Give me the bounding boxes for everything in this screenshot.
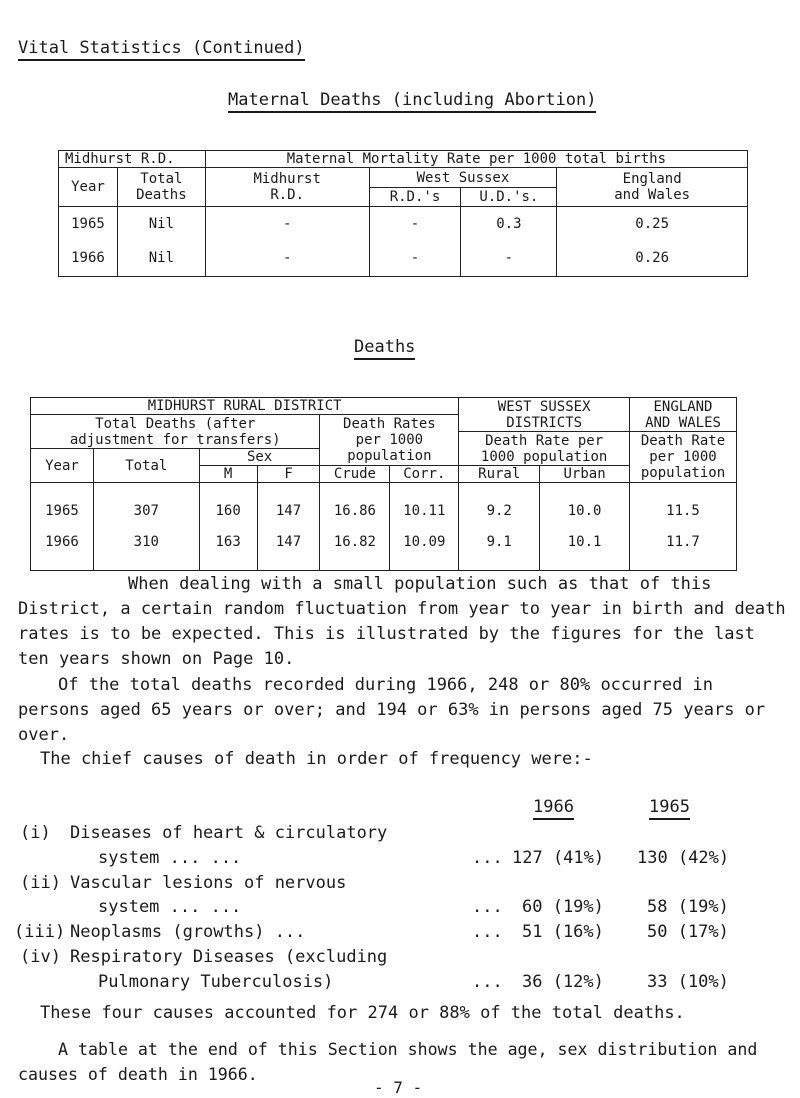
- header-f: F: [257, 466, 320, 483]
- header-maternal-rate: Maternal Mortality Rate per 1000 total births: [205, 151, 747, 168]
- paragraph-age-deaths: Of the total deaths recorded during 1966, 248 or 80% occurred in persons aged 65 years or over; and 194 or 63% in persons aged 75 years or over.: [18, 675, 766, 745]
- column-1966: 1966: [533, 797, 574, 817]
- maternal-deaths-table: [58, 150, 748, 277]
- header-rds: R.D.'s: [369, 188, 461, 207]
- paragraph-table-note: A table at the end of this Section shows the age, sex distribution and causes of death in 1966.: [18, 1040, 758, 1084]
- header-rural: Rural: [459, 466, 540, 483]
- header-year: Year: [31, 449, 94, 483]
- header-west-sussex: West Sussex: [369, 168, 557, 188]
- header-uds: U.D.'s.: [461, 188, 557, 207]
- paragraph-four-causes: These four causes accounted for 274 or 88% of the total deaths.: [40, 1003, 685, 1023]
- header-england-wales: England and Wales: [557, 168, 748, 207]
- header-midhurst: Midhurst R.D.: [205, 168, 369, 207]
- header-corr: Corr.: [390, 466, 459, 483]
- header-total: Total: [93, 449, 199, 483]
- header-crude: Crude: [320, 466, 390, 483]
- header-total-deaths: Total Deaths (after adjustment for transfers): [31, 415, 320, 449]
- paragraph-chief-causes: The chief causes of death in order of frequency were:-: [40, 749, 593, 769]
- deaths-title: Deaths: [354, 337, 415, 357]
- deaths-table: [30, 397, 737, 571]
- header-midhurst-rural: MIDHURST RURAL DISTRICT: [31, 398, 459, 415]
- header-total-deaths: Total Deaths: [117, 168, 205, 207]
- table-row: 1965 1966 Nil Nil - - - - 0.3 - 0.25 0.26: [59, 207, 748, 277]
- header-ws-death-rate: Death Rate per 1000 population: [459, 432, 630, 466]
- header-year: Year: [59, 168, 118, 207]
- column-1965: 1965: [649, 797, 690, 817]
- maternal-deaths-title: Maternal Deaths (including Abortion): [228, 90, 596, 110]
- header-sex: Sex: [199, 449, 320, 466]
- header-death-rates: Death Rates per 1000 population: [320, 415, 459, 466]
- table-row: 1965 1966 307 310 160 163 147 147 16.86 16.82 10.11 10.09 9.2 9.1 10.0 10.1 11.5 11.7: [31, 483, 737, 571]
- header-ew-death-rate: Death Rate per 1000 population: [630, 432, 737, 483]
- header-urban: Urban: [540, 466, 630, 483]
- section-title: Vital Statistics (Continued): [18, 38, 305, 58]
- page-number: - 7 -: [374, 1078, 423, 1097]
- paragraph-random-fluctuation: When dealing with a small population such as that of this District, a certain random fluctuation from year to year in birth and death rates is to be expected. This is illustrated by the figures for the last ten years shown on Page 10.: [18, 574, 786, 669]
- header-area: Midhurst R.D.: [59, 151, 206, 168]
- header-m: M: [199, 466, 257, 483]
- header-west-sussex-districts: WEST SUSSEX DISTRICTS: [459, 398, 630, 432]
- header-england-wales: ENGLAND AND WALES: [630, 398, 737, 432]
